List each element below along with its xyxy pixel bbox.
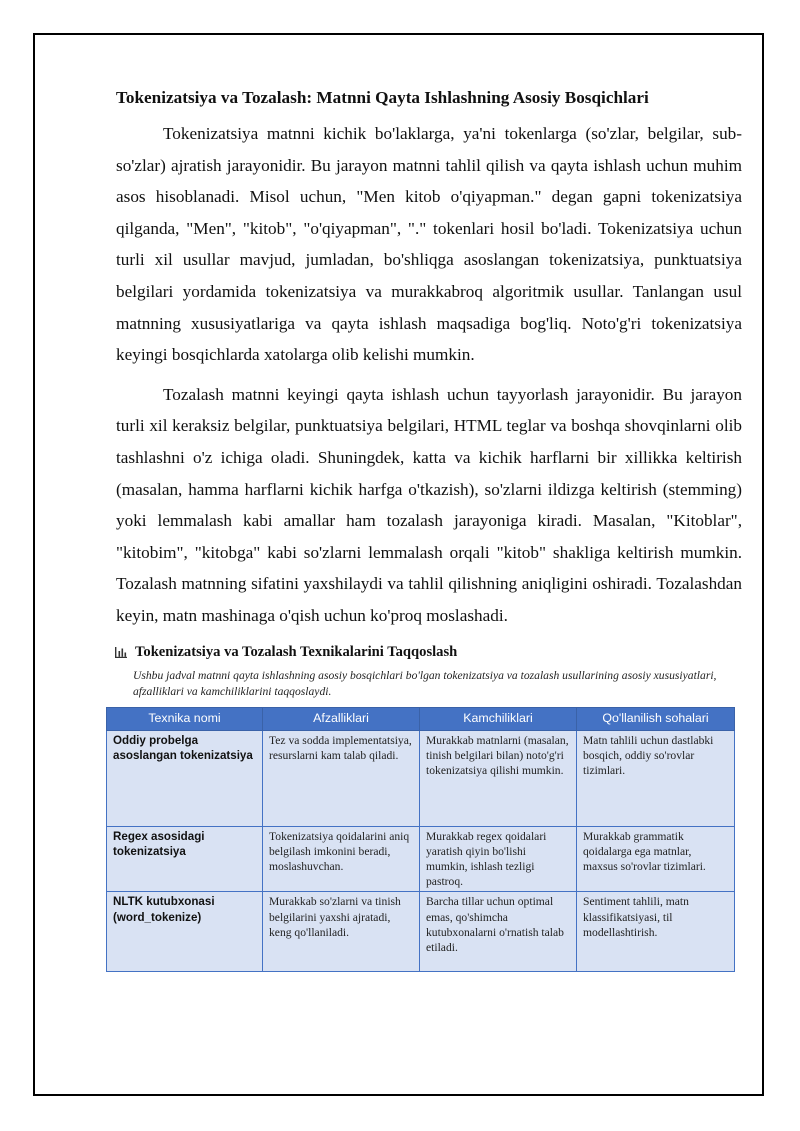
header-technique: Texnika nomi [107, 707, 263, 730]
header-applications: Qo'llanilish sohalari [577, 707, 735, 730]
table-row [107, 892, 735, 972]
table-row [107, 730, 735, 826]
cell-disadvantages: Murakkab regex qoidalari yaratish qiyin bo'lishi mumkin, ishlash tezligi pastroq. [420, 826, 577, 892]
paragraph-tokenization: Tokenizatsiya matnni kichik bo'laklarga, ya'ni tokenlarga (so'zlar, belgilar, sub-so'zlar) ajratish jarayonidir. Bu jarayon matnni tahlil qilish va qayta ishlash uchun muhim asos hisoblanadi. Misol uchun, "Men kitob o'qiyapman." degan gapni tokenizatsiya qilganda, "Men", "kitob", "o'qiyapman", "." tokenlari hosil bo'ladi. Tokenizatsiya uchun turli xil usullar mavjud, jumladan, bo'shliqga asoslangan tokenizatsiya, punktuatsiya belgilari yordamida tokenizatsiya va murakkabroq algoritmik usullar. Tanlangan usul matnning xususiyatlariga va qayta ishlash maqsadiga bog'liq. Noto'g'ri tokenizatsiya keyingi bosqichlarda xatolarga olib kelishi mumkin. [116, 124, 742, 365]
table-heading [114, 642, 742, 662]
bar-chart-icon [114, 645, 128, 659]
table-heading-text: Tokenizatsiya va Tozalash Texnikalarini Taqqoslash [135, 643, 458, 660]
cell-applications: Murakkab grammatik qoidalarga ega matnlar, maxsus so'rovlar tizimlari. [577, 826, 735, 892]
comparison-section [113, 642, 742, 973]
document-body [113, 86, 742, 972]
cell-disadvantages: Murakkab matnlarni (masalan, tinish belgilari bilan) noto'g'ri tokenizatsiya qilishi mumkin. [420, 730, 577, 826]
cell-advantages: Tez va sodda implementatsiya, resurslarni kam talab qiladi. [263, 730, 420, 826]
cell-disadvantages: Barcha tillar uchun optimal emas, qo'shimcha kutubxonalarni o'rnatish talab etiladi. [420, 892, 577, 972]
cell-advantages: Tokenizatsiya qoidalarini aniq belgilash imkonini beradi, moslashuvchan. [263, 826, 420, 892]
cell-technique: Oddiy probelga asoslangan tokenizatsiya [107, 730, 263, 826]
cell-applications: Sentiment tahlili, matn klassifikatsiyasi, til modellashtirish. [577, 892, 735, 972]
header-advantages: Afzalliklari [263, 707, 420, 730]
cell-technique: Regex asosidagi tokenizatsiya [107, 826, 263, 892]
document-title: Tokenizatsiya va Tozalash: Matnni Qayta Ishlashning Asosiy Bosqichlari [116, 88, 649, 107]
table-row [107, 826, 735, 892]
cell-applications: Matn tahlili uchun dastlabki bosqich, oddiy so'rovlar tizimlari. [577, 730, 735, 826]
cell-advantages: Murakkab so'zlarni va tinish belgilarini yaxshi ajratadi, keng qo'llaniladi. [263, 892, 420, 972]
comparison-table [106, 707, 735, 973]
header-disadvantages: Kamchiliklari [420, 707, 577, 730]
table-caption: Ushbu jadval matnni qayta ishlashning asosiy bosqichlari bo'lgan tokenizatsiya va tozalash usullarining asosiy xususiyatlari, afzalliklari va kamchiliklarini taqqoslaydi. [133, 668, 717, 698]
cell-technique: NLTK kutubxonasi (word_tokenize) [107, 892, 263, 972]
table-header-row [107, 707, 735, 730]
paragraph-cleaning: Tozalash matnni keyingi qayta ishlash uchun tayyorlash jarayonidir. Bu jarayon turli xil keraksiz belgilar, punktuatsiya belgilari, HTML teglar va boshqa shovqinlarni olib tashlashni o'z ichiga oladi. Shuningdek, katta va kichik harflarni bir xillikka keltirish (masalan, hamma harflarni kichik harfga o'tkazish), so'zlarni ildizga keltirish (stemming) yoki lemmalash kabi amallar ham tozalash jarayoniga kiradi. Masalan, "Kitoblar", "kitobim", "kitobga" kabi so'zlarni lemmalash orqali "kitob" shakliga keltirish mumkin. Tozalash matnning sifatini yaxshilaydi va tahlil qilishning aniqligini oshiradi. Tozalashdan keyin, matn mashinaga o'qish uchun ko'proq moslashadi. [116, 384, 742, 625]
